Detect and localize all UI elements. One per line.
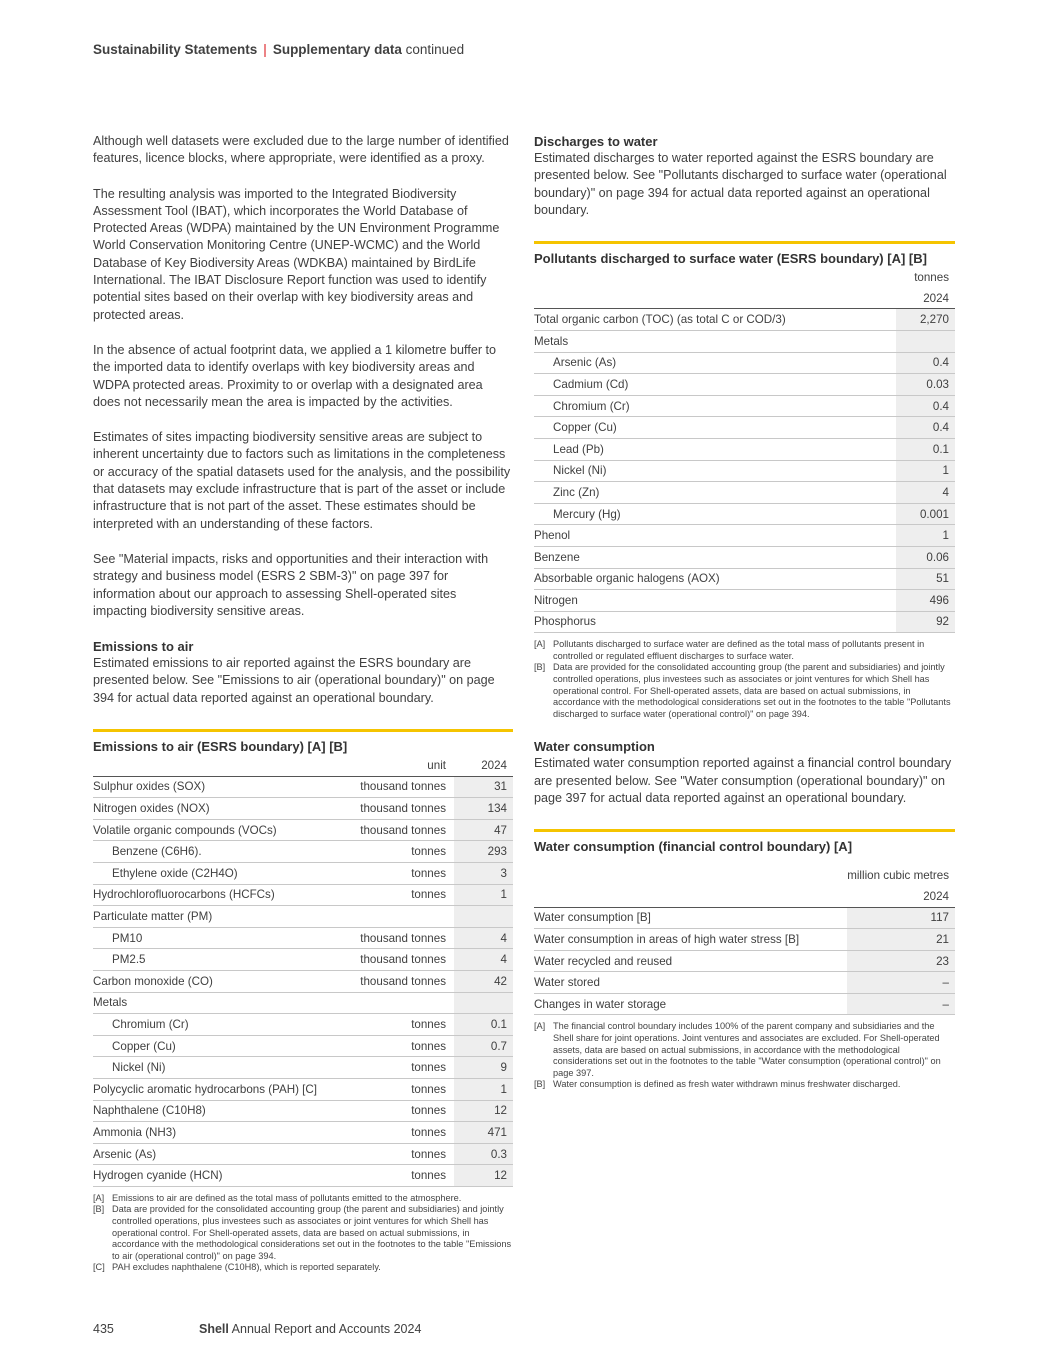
row-unit: thousand tonnes (326, 949, 454, 971)
row-unit (326, 906, 454, 928)
row-label: Benzene (C6H6). (93, 841, 326, 863)
row-value: 4 (454, 949, 513, 971)
table-row (93, 1078, 513, 1100)
row-value: 21 (847, 929, 955, 951)
row-label: Phenol (534, 525, 896, 547)
table-row (534, 950, 955, 972)
table-row (93, 884, 513, 906)
footnote (534, 1079, 955, 1091)
paragraph: See "Material impacts, risks and opportunities and their interaction with strategy and business model (ESRS 2 SBM-3)" on page 397 for information about our approach to assessing Shell-operated sites impacting biodiversity sensitive areas. (93, 551, 489, 618)
row-value: 0.7 (454, 1035, 513, 1057)
emissions-heading: Emissions to air (93, 639, 194, 655)
table-row (93, 992, 513, 1014)
water-heading: Water consumption (534, 739, 655, 755)
col-year-header: 2024 (454, 755, 513, 776)
table-unit-row (534, 267, 955, 288)
row-value: 47 (454, 819, 513, 841)
table-header-row (534, 886, 955, 907)
row-label: Nitrogen oxides (NOX) (93, 798, 326, 820)
water-text: Estimated water consumption reported against a financial control boundary are presented below. See "Water consumption (operational boundary)" on page 397 for actual data reported against an operational boundary. (534, 756, 952, 806)
row-label: Nitrogen (534, 590, 896, 612)
row-value (454, 906, 513, 928)
table-unit-row (534, 865, 955, 886)
footnote-key: [C] (93, 1262, 105, 1273)
table-row (534, 907, 955, 929)
row-label: Hydrogen cyanide (HCN) (93, 1165, 326, 1187)
table-row (534, 460, 955, 482)
row-label: Mercury (Hg) (534, 503, 896, 525)
row-value: 92 (896, 611, 955, 633)
report-brand (199, 1322, 421, 1336)
paragraph: The resulting analysis was imported to the Integrated Biodiversity Assessment Tool (IBAT), which incorporates the World Database of Protected Areas (WDPA) maintained by the UN Environment Programme World Conservation Monitoring Centre (UNEP-WCMC) and the World Database of Key Biodiversity Areas (WDKBA) maintained by BirdLife International. The IBAT Disclosure Report function was used to identify potential sites based on their overlap with key biodiversity areas and protected areas. (93, 186, 500, 322)
row-label: Arsenic (As) (93, 1143, 326, 1165)
footnote-key: [B] (93, 1204, 105, 1215)
row-label: Copper (Cu) (93, 1035, 326, 1057)
row-label: Sulphur oxides (SOX) (93, 776, 326, 798)
row-value: 51 (896, 568, 955, 590)
row-value: 0.1 (896, 438, 955, 460)
col-unit-header: unit (326, 755, 454, 776)
table-row (534, 330, 955, 352)
row-label: Water stored (534, 972, 847, 994)
col-unit-header: million cubic metres (847, 869, 949, 883)
table-row (93, 970, 513, 992)
table-row (93, 1100, 513, 1122)
row-unit: tonnes (326, 1035, 454, 1057)
row-value: 0.3 (454, 1143, 513, 1165)
table-row (93, 1014, 513, 1036)
row-unit: tonnes (326, 1165, 454, 1187)
row-label: Nickel (Ni) (534, 460, 896, 482)
brand-name: Shell (199, 1322, 229, 1336)
row-value: 0.4 (896, 352, 955, 374)
row-value: 2,270 (896, 309, 955, 331)
pollutants-notes (534, 639, 955, 720)
table-row (93, 1035, 513, 1057)
table-row (93, 906, 513, 928)
emissions-table (93, 755, 513, 1187)
row-label: Water recycled and reused (534, 950, 847, 972)
row-value: 0.06 (896, 546, 955, 568)
footnote-key: [B] (534, 662, 546, 673)
row-unit: thousand tonnes (326, 970, 454, 992)
row-value: 42 (454, 970, 513, 992)
row-label: Copper (Cu) (534, 417, 896, 439)
row-unit: thousand tonnes (326, 927, 454, 949)
row-unit: tonnes (326, 1057, 454, 1079)
row-value: 1 (896, 460, 955, 482)
col-year-header: 2024 (847, 886, 955, 907)
table-row (534, 503, 955, 525)
row-value: 1 (454, 1078, 513, 1100)
footnote-text: Data are provided for the consolidated accounting group (the parent and subsidiaries) and jointly controlled operations, plus investees such as associates or joint ventures for which Shell has operational control. For Shell-operated assets, data are based on actual submissions, in accordance with the methodological considerations set out in the footnotes to the table "Emissions to air (operational control)" on page 394. (112, 1204, 512, 1261)
emissions-table-title: Emissions to air (ESRS boundary) [A] [B] (93, 729, 513, 755)
table-header-row (93, 755, 513, 776)
row-label: Lead (Pb) (534, 438, 896, 460)
row-unit: tonnes (326, 1122, 454, 1144)
row-label: Water consumption [B] (534, 907, 847, 929)
footnote (93, 1193, 513, 1205)
table-row (534, 993, 955, 1015)
row-label: PM2.5 (93, 949, 326, 971)
table-header-row (534, 288, 955, 309)
table-row (534, 417, 955, 439)
row-value: 12 (454, 1100, 513, 1122)
row-value (454, 992, 513, 1014)
row-value: 496 (896, 590, 955, 612)
table-row (534, 352, 955, 374)
row-value: – (847, 972, 955, 994)
row-label: Volatile organic compounds (VOCs) (93, 819, 326, 841)
row-label: Benzene (534, 546, 896, 568)
row-label: Nickel (Ni) (93, 1057, 326, 1079)
table-row (534, 309, 955, 331)
row-value: 4 (454, 927, 513, 949)
row-value: 9 (454, 1057, 513, 1079)
footnote-text: The financial control boundary includes 100% of the parent company and subsidiaries and the Shell share for joint operations. Joint ventures and associates are excluded. For Shell-operated assets, data are based on actual submissions, in accordance with the methodological considerations set out in the footnotes to the table "Water consumption (operational control)" on page 397. (553, 1021, 941, 1078)
table-row (534, 525, 955, 547)
footnote-key: [A] (534, 1021, 546, 1032)
report-title: Annual Report and Accounts 2024 (231, 1322, 422, 1336)
row-value: 134 (454, 798, 513, 820)
row-label: Naphthalene (C10H8) (93, 1100, 326, 1122)
paragraph: Estimates of sites impacting biodiversity sensitive areas are subject to inherent uncertainty due to factors such as limitations in the completeness or accuracy of the spatial datasets used for the analysis, and the possibility that datasets may exclude infrastructure that is part of the asset or include infrastructure that is not part of the asset. These estimates should be interpreted with an understanding of these factors. (93, 430, 511, 531)
row-label: Metals (534, 330, 896, 352)
page-header (93, 42, 464, 57)
footnote-text: Pollutants discharged to surface water are defined as the total mass of pollutants present in controlled or regulated effluent discharges to surface water. (553, 639, 925, 661)
row-label: Absorbable organic halogens (AOX) (534, 568, 896, 590)
table-row (534, 972, 955, 994)
row-label: Cadmium (Cd) (534, 374, 896, 396)
footnote-key: [B] (534, 1079, 546, 1090)
left-column (93, 133, 513, 1274)
row-value: 4 (896, 482, 955, 504)
water-notes (534, 1021, 955, 1091)
row-label: Changes in water storage (534, 993, 847, 1015)
row-value: 0.001 (896, 503, 955, 525)
row-label: Chromium (Cr) (534, 395, 896, 417)
table-header-blank (534, 865, 847, 886)
row-label: Polycyclic aromatic hydrocarbons (PAH) [C] (93, 1078, 326, 1100)
paragraph: Although well datasets were excluded due to the large number of identified features, licence blocks, where appropriate, were identified as a proxy. (93, 134, 509, 166)
emissions-notes (93, 1193, 513, 1274)
row-value: 0.1 (454, 1014, 513, 1036)
table-row (534, 374, 955, 396)
pollutants-table-title: Pollutants discharged to surface water (ESRS boundary) [A] [B] (534, 241, 955, 267)
table-row (534, 546, 955, 568)
discharges-heading: Discharges to water (534, 134, 658, 149)
row-label: Hydrochlorofluorocarbons (HCFCs) (93, 884, 326, 906)
footnote (534, 639, 955, 662)
header-separator: | (263, 42, 267, 57)
table-header-blank (534, 267, 896, 288)
table-row (534, 590, 955, 612)
table-row (534, 395, 955, 417)
row-label: Ammonia (NH3) (93, 1122, 326, 1144)
water-table-title: Water consumption (financial control boundary) [A] (534, 829, 955, 855)
table-row (93, 1122, 513, 1144)
row-label: Zinc (Zn) (534, 482, 896, 504)
row-label: Carbon monoxide (CO) (93, 970, 326, 992)
pollutants-table (534, 267, 955, 633)
footnote-key: [A] (534, 639, 546, 650)
row-value: 12 (454, 1165, 513, 1187)
row-label: Arsenic (As) (534, 352, 896, 374)
row-value: 0.4 (896, 395, 955, 417)
row-label: Ethylene oxide (C2H4O) (93, 862, 326, 884)
header-suffix: continued (405, 42, 465, 57)
row-unit: tonnes (326, 884, 454, 906)
row-label: Phosphorus (534, 611, 896, 633)
table-row (534, 568, 955, 590)
row-unit (326, 992, 454, 1014)
row-value: 293 (454, 841, 513, 863)
row-value: 3 (454, 862, 513, 884)
page-footer (93, 1322, 422, 1336)
footnote-key: [A] (93, 1192, 105, 1203)
table-row (93, 1057, 513, 1079)
table-row (93, 819, 513, 841)
table-row (93, 927, 513, 949)
water-table (534, 865, 955, 1015)
footnote (93, 1262, 513, 1274)
col-year-header: 2024 (896, 288, 955, 309)
row-unit: tonnes (326, 841, 454, 863)
row-value: 0.4 (896, 417, 955, 439)
table-header-blank (93, 755, 326, 776)
row-unit: thousand tonnes (326, 798, 454, 820)
table-row (93, 798, 513, 820)
table-row (93, 1143, 513, 1165)
row-label: Chromium (Cr) (93, 1014, 326, 1036)
row-unit: tonnes (326, 1143, 454, 1165)
row-value (896, 330, 955, 352)
emissions-text: Estimated emissions to air reported against the ESRS boundary are presented below. See "Emissions to air (operational boundary)" on page 394 for actual data reported against an operational boundary. (93, 656, 495, 705)
table-row (534, 929, 955, 951)
table-row (93, 1165, 513, 1187)
footnote-text: Water consumption is defined as fresh water withdrawn minus freshwater discharged. (553, 1079, 901, 1090)
table-header-blank (534, 288, 896, 309)
footnote-text: PAH excludes naphthalene (C10H8), which is reported separately. (112, 1262, 381, 1273)
page-number: 435 (93, 1322, 114, 1336)
row-unit: tonnes (326, 862, 454, 884)
row-label: PM10 (93, 927, 326, 949)
row-unit: tonnes (326, 1078, 454, 1100)
paragraph: In the absence of actual footprint data, we applied a 1 kilometre buffer to the imported data to identify overlaps with key biodiversity areas and WDPA protected areas. Proximity to or overlap with a designated area does not necessarily mean the area is impacted by the activities. (93, 342, 497, 409)
row-unit: thousand tonnes (326, 819, 454, 841)
row-value: 1 (896, 525, 955, 547)
row-label: Particulate matter (PM) (93, 906, 326, 928)
footnote-text: Emissions to air are defined as the total mass of pollutants emitted to the atmosphere. (112, 1192, 462, 1203)
table-row (93, 862, 513, 884)
header-subsection: Supplementary data (272, 42, 402, 57)
right-column (534, 133, 955, 1091)
row-value: 0.03 (896, 374, 955, 396)
row-value: 31 (454, 776, 513, 798)
table-row (534, 438, 955, 460)
row-value: 1 (454, 884, 513, 906)
row-label: Water consumption in areas of high water stress [B] (534, 929, 847, 951)
row-value: – (847, 993, 955, 1015)
row-label: Total organic carbon (TOC) (as total C or COD/3) (534, 309, 896, 331)
row-value: 23 (847, 950, 955, 972)
row-unit: tonnes (326, 1100, 454, 1122)
table-row (93, 841, 513, 863)
discharges-text: Estimated discharges to water reported against the ESRS boundary are presented below. See "Pollutants discharged to surface water (operational boundary)" on page 394 for actual data reported against an operational boundary. (534, 151, 947, 217)
row-label: Metals (93, 992, 326, 1014)
footnote (534, 662, 955, 720)
table-row (534, 611, 955, 633)
row-value: 471 (454, 1122, 513, 1144)
table-header-blank (534, 886, 847, 907)
row-value: 117 (847, 907, 955, 929)
table-row (534, 482, 955, 504)
row-unit: tonnes (326, 1014, 454, 1036)
table-row (93, 776, 513, 798)
table-row (93, 949, 513, 971)
footnote-text: Data are provided for the consolidated accounting group (the parent and subsidiaries) and jointly controlled operations, plus investees such as associates or joint ventures for which Shell has operational control. For Shell-operated assets, data are based on actual submissions, in accordance with the methodological considerations set out in the footnotes to the table "Pollutants discharged to surface water (operational control)" on page 394. (553, 662, 951, 719)
row-unit: thousand tonnes (326, 776, 454, 798)
col-unit-header: tonnes (896, 267, 955, 288)
footnote (534, 1021, 955, 1079)
footnote (93, 1204, 513, 1262)
header-section: Sustainability Statements (93, 42, 258, 57)
